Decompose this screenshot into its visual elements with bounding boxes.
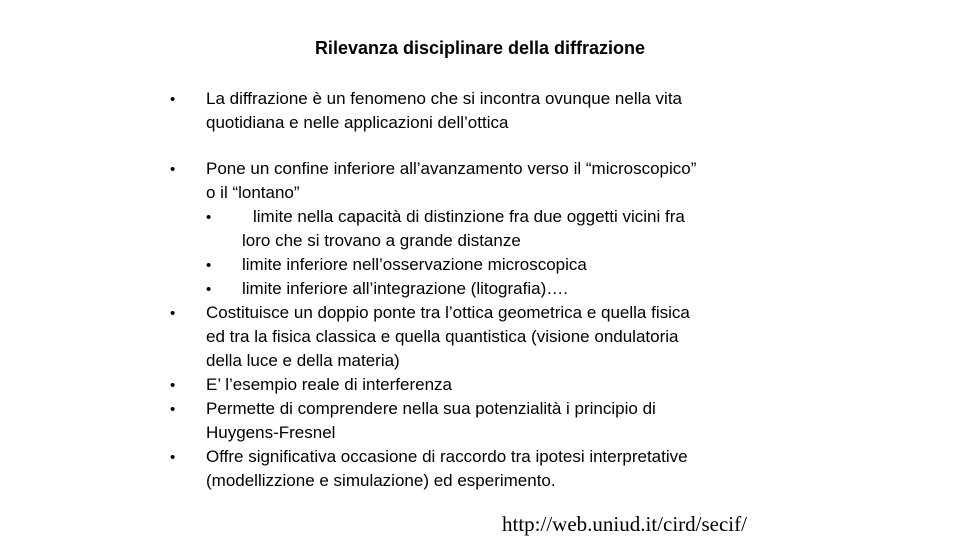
bullet-marker: • <box>170 305 176 322</box>
bullet-marker: • <box>170 377 176 394</box>
bullet-marker: • <box>170 91 176 108</box>
subitem-3-line-1: limite inferiore all’integrazione (litografia)…. <box>242 279 568 298</box>
subitem-1-line-2: loro che si trovano a grande distanze <box>242 231 521 250</box>
slide-title: Rilevanza disciplinare della diffrazione <box>314 38 646 58</box>
subitem-2-line-1: limite inferiore nell’osservazione microscopica <box>242 255 587 274</box>
item-5-line-1: Permette di comprendere nella sua potenzialità i principio di <box>206 399 656 418</box>
item-2-line-2: o il “lontano” <box>206 183 300 202</box>
bullet-marker: • <box>170 161 176 178</box>
bullet-marker: • <box>170 401 176 418</box>
item-3-line-2: ed tra la fisica classica e quella quantistica (visione ondulatoria <box>206 327 679 346</box>
footer-url: http://web.uniud.it/cird/secif/ <box>502 512 747 536</box>
sub-bullet-marker: • <box>206 257 212 274</box>
item-1-line-1: La diffrazione è un fenomeno che si incontra ovunque nella vita <box>206 89 683 108</box>
item-5-line-2: Huygens-Fresnel <box>206 423 336 442</box>
item-2-line-1: Pone un confine inferiore all’avanzamento verso il “microscopico” <box>206 159 697 178</box>
item-1-line-2: quotidiana e nelle applicazioni dell’ottica <box>206 113 509 132</box>
item-6-line-1: Offre significativa occasione di raccordo tra ipotesi interpretative <box>206 447 688 466</box>
subitem-1-line-1: limite nella capacità di distinzione fra due oggetti vicini fra <box>253 207 685 226</box>
sub-bullet-marker: • <box>206 281 212 298</box>
item-6-line-2: (modellizzione e simulazione) ed esperimento. <box>206 471 556 490</box>
sub-bullet-marker: • <box>206 209 212 226</box>
item-4-line-1: E’ l’esempio reale di interferenza <box>206 375 452 394</box>
item-3-line-1: Costituisce un doppio ponte tra l’ottica geometrica e quella fisica <box>206 303 690 322</box>
bullet-marker: • <box>170 449 176 466</box>
item-3-line-3: della luce e della materia) <box>206 351 400 370</box>
